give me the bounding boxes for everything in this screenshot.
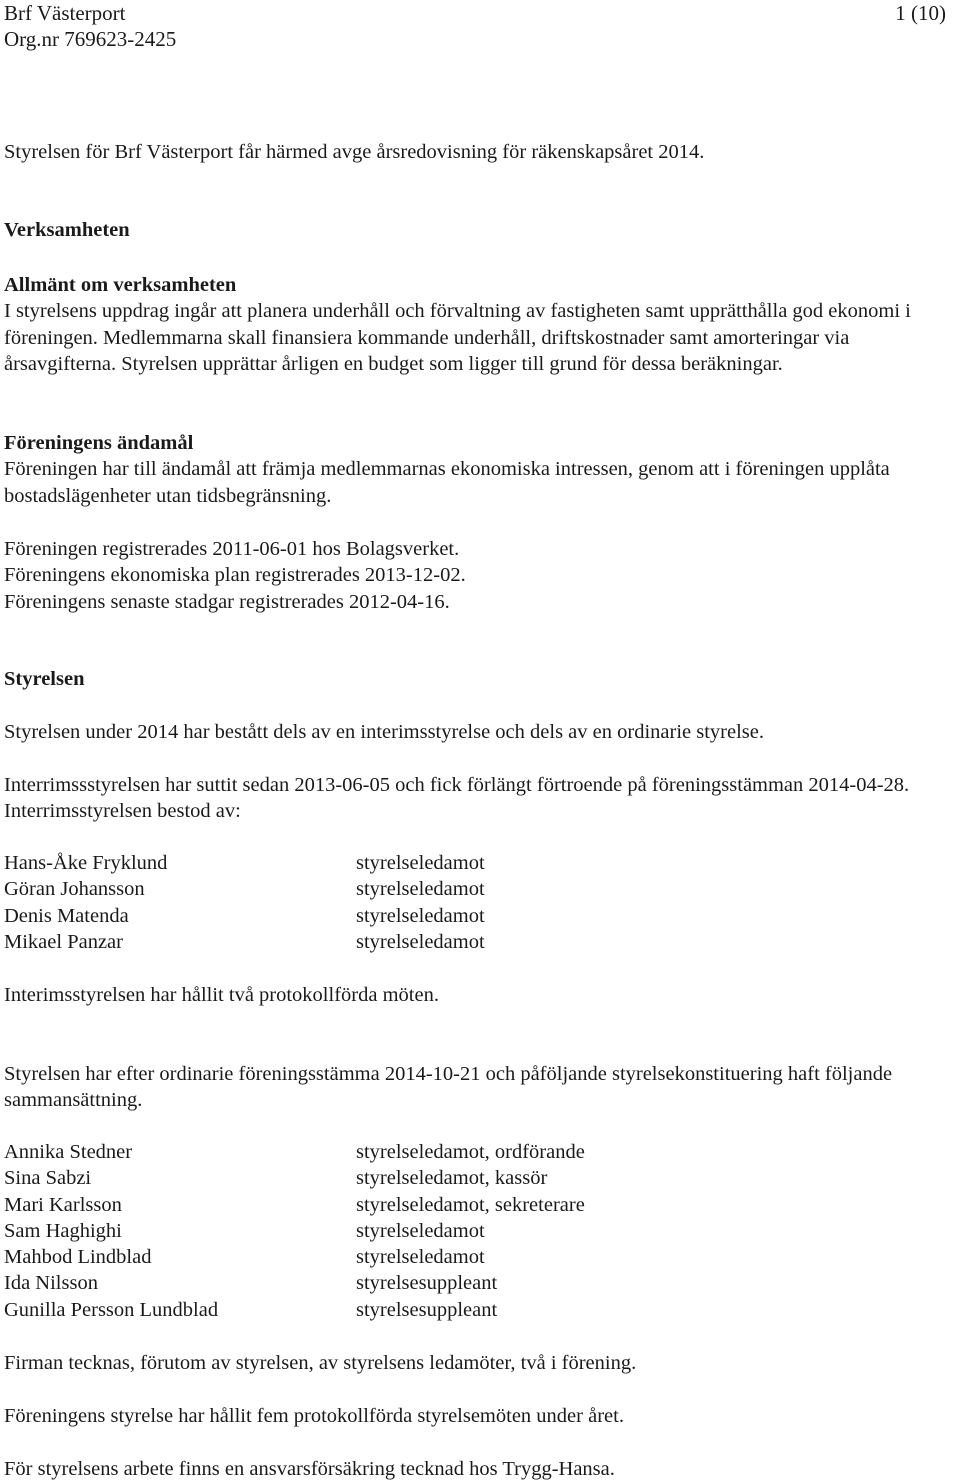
member-row (4, 850, 485, 876)
member-name: Annika Stedner (4, 1141, 133, 1163)
signing-text: Firman tecknas, förutom av styrelsen, av styrelsens ledamöter, två i förening. (4, 1352, 637, 1374)
interim-text: Interrimssstyrelsen har suttit sedan 2013-06-05 och fick förlängt förtroende på föreningsstämman 2014-04-28. Interrimsstyrelsen bestod av: (4, 774, 910, 823)
page-number: 1 (10) (895, 1, 946, 25)
insurance-text: För styrelsens arbete finns en ansvarsförsäkring tecknad hos Trygg-Hansa. (4, 1458, 615, 1480)
member-role: styrelsesuppleant (356, 1298, 498, 1321)
member-row (4, 1218, 585, 1244)
org-name: Brf Västerport (4, 1, 126, 25)
ordinary-members-list (4, 1139, 585, 1323)
member-name: Hans-Åke Fryklund (4, 852, 168, 874)
member-role: styrelseledamot (356, 904, 485, 927)
registration-text: Föreningen registrerades 2011-06-01 hos Bolagsverket. (4, 538, 460, 560)
ordinary-text: Styrelsen har efter ordinarie föreningsstämma 2014-10-21 och påföljande styrelsekonstituering haft följande sammansättning. (4, 1063, 893, 1112)
member-row (4, 1165, 585, 1191)
header-org (4, 0, 176, 52)
member-row (4, 1297, 585, 1323)
andamal-heading: Föreningens ändamål (4, 432, 194, 454)
member-name: Sina Sabzi (4, 1167, 92, 1190)
intro-text: Styrelsen för Brf Västerport får härmed avge årsredovisning för räkenskapsåret 2014. (4, 141, 705, 163)
bylaws-registration-text: Föreningens senaste stadgar registrerades 2012-04-16. (4, 591, 450, 613)
allmant-heading: Allmänt om verksamheten (4, 274, 237, 296)
member-role: styrelsesuppleant (356, 1272, 498, 1295)
member-row (4, 1192, 585, 1218)
styrelsen-intro: Styrelsen under 2014 har bestått dels av en interimsstyrelse och dels av en ordinarie styrelse. (4, 721, 764, 743)
member-name: Mikael Panzar (4, 930, 123, 953)
member-name: Ida Nilsson (4, 1272, 98, 1295)
member-name: Denis Matenda (4, 904, 129, 927)
member-row (4, 929, 485, 955)
allmant-section (4, 272, 934, 377)
member-row (4, 903, 485, 929)
member-role: styrelseledamot, sekreterare (356, 1193, 585, 1216)
member-name: Gunilla Persson Lundblad (4, 1298, 219, 1321)
member-role: styrelseledamot (356, 1246, 485, 1269)
andamal-section (4, 430, 934, 509)
member-row (4, 1244, 585, 1270)
allmant-text: I styrelsens uppdrag ingår att planera underhåll och förvaltning av fastigheten samt upprätthålla god ekonomi i föreningen. Medlemmarna skall finansiera kommande underhåll, driftskostnader samt amorteringar via årsavgifterna. Styrelsen upprättar årligen en budget som ligger till grund för dessa beräkningar. (4, 300, 911, 375)
member-role: styrelseledamot (356, 930, 485, 953)
member-name: Mari Karlsson (4, 1193, 122, 1216)
board-meetings-text: Föreningens styrelse har hållit fem protokollförda styrelsemöten under året. (4, 1405, 624, 1427)
member-name: Göran Johansson (4, 878, 145, 901)
member-role: styrelseledamot (356, 1219, 485, 1242)
section-heading-styrelsen: Styrelsen (4, 668, 85, 690)
org-number: Org.nr 769623-2425 (4, 27, 177, 51)
section-heading-verksamheten: Verksamheten (4, 219, 130, 241)
member-role: styrelseledamot (356, 852, 485, 874)
interim-members-list (4, 850, 485, 955)
andamal-text: Föreningen har till ändamål att främja medlemmarnas ekonomiska intressen, genom att i föreningen upplåta bostadslägenheter utan tidsbegränsning. (4, 458, 890, 507)
member-row (4, 876, 485, 902)
member-role: styrelseledamot, kassör (356, 1167, 548, 1190)
member-name: Sam Haghighi (4, 1219, 122, 1242)
member-row (4, 1270, 585, 1296)
member-role: styrelseledamot (356, 878, 485, 901)
member-role: styrelseledamot, ordförande (356, 1141, 585, 1163)
plan-registration-text: Föreningens ekonomiska plan registrerades 2013-12-02. (4, 564, 466, 586)
interim-meetings-text: Interimsstyrelsen har hållit två protokollförda möten. (4, 984, 439, 1006)
member-row (4, 1139, 585, 1165)
member-name: Mahbod Lindblad (4, 1246, 152, 1269)
